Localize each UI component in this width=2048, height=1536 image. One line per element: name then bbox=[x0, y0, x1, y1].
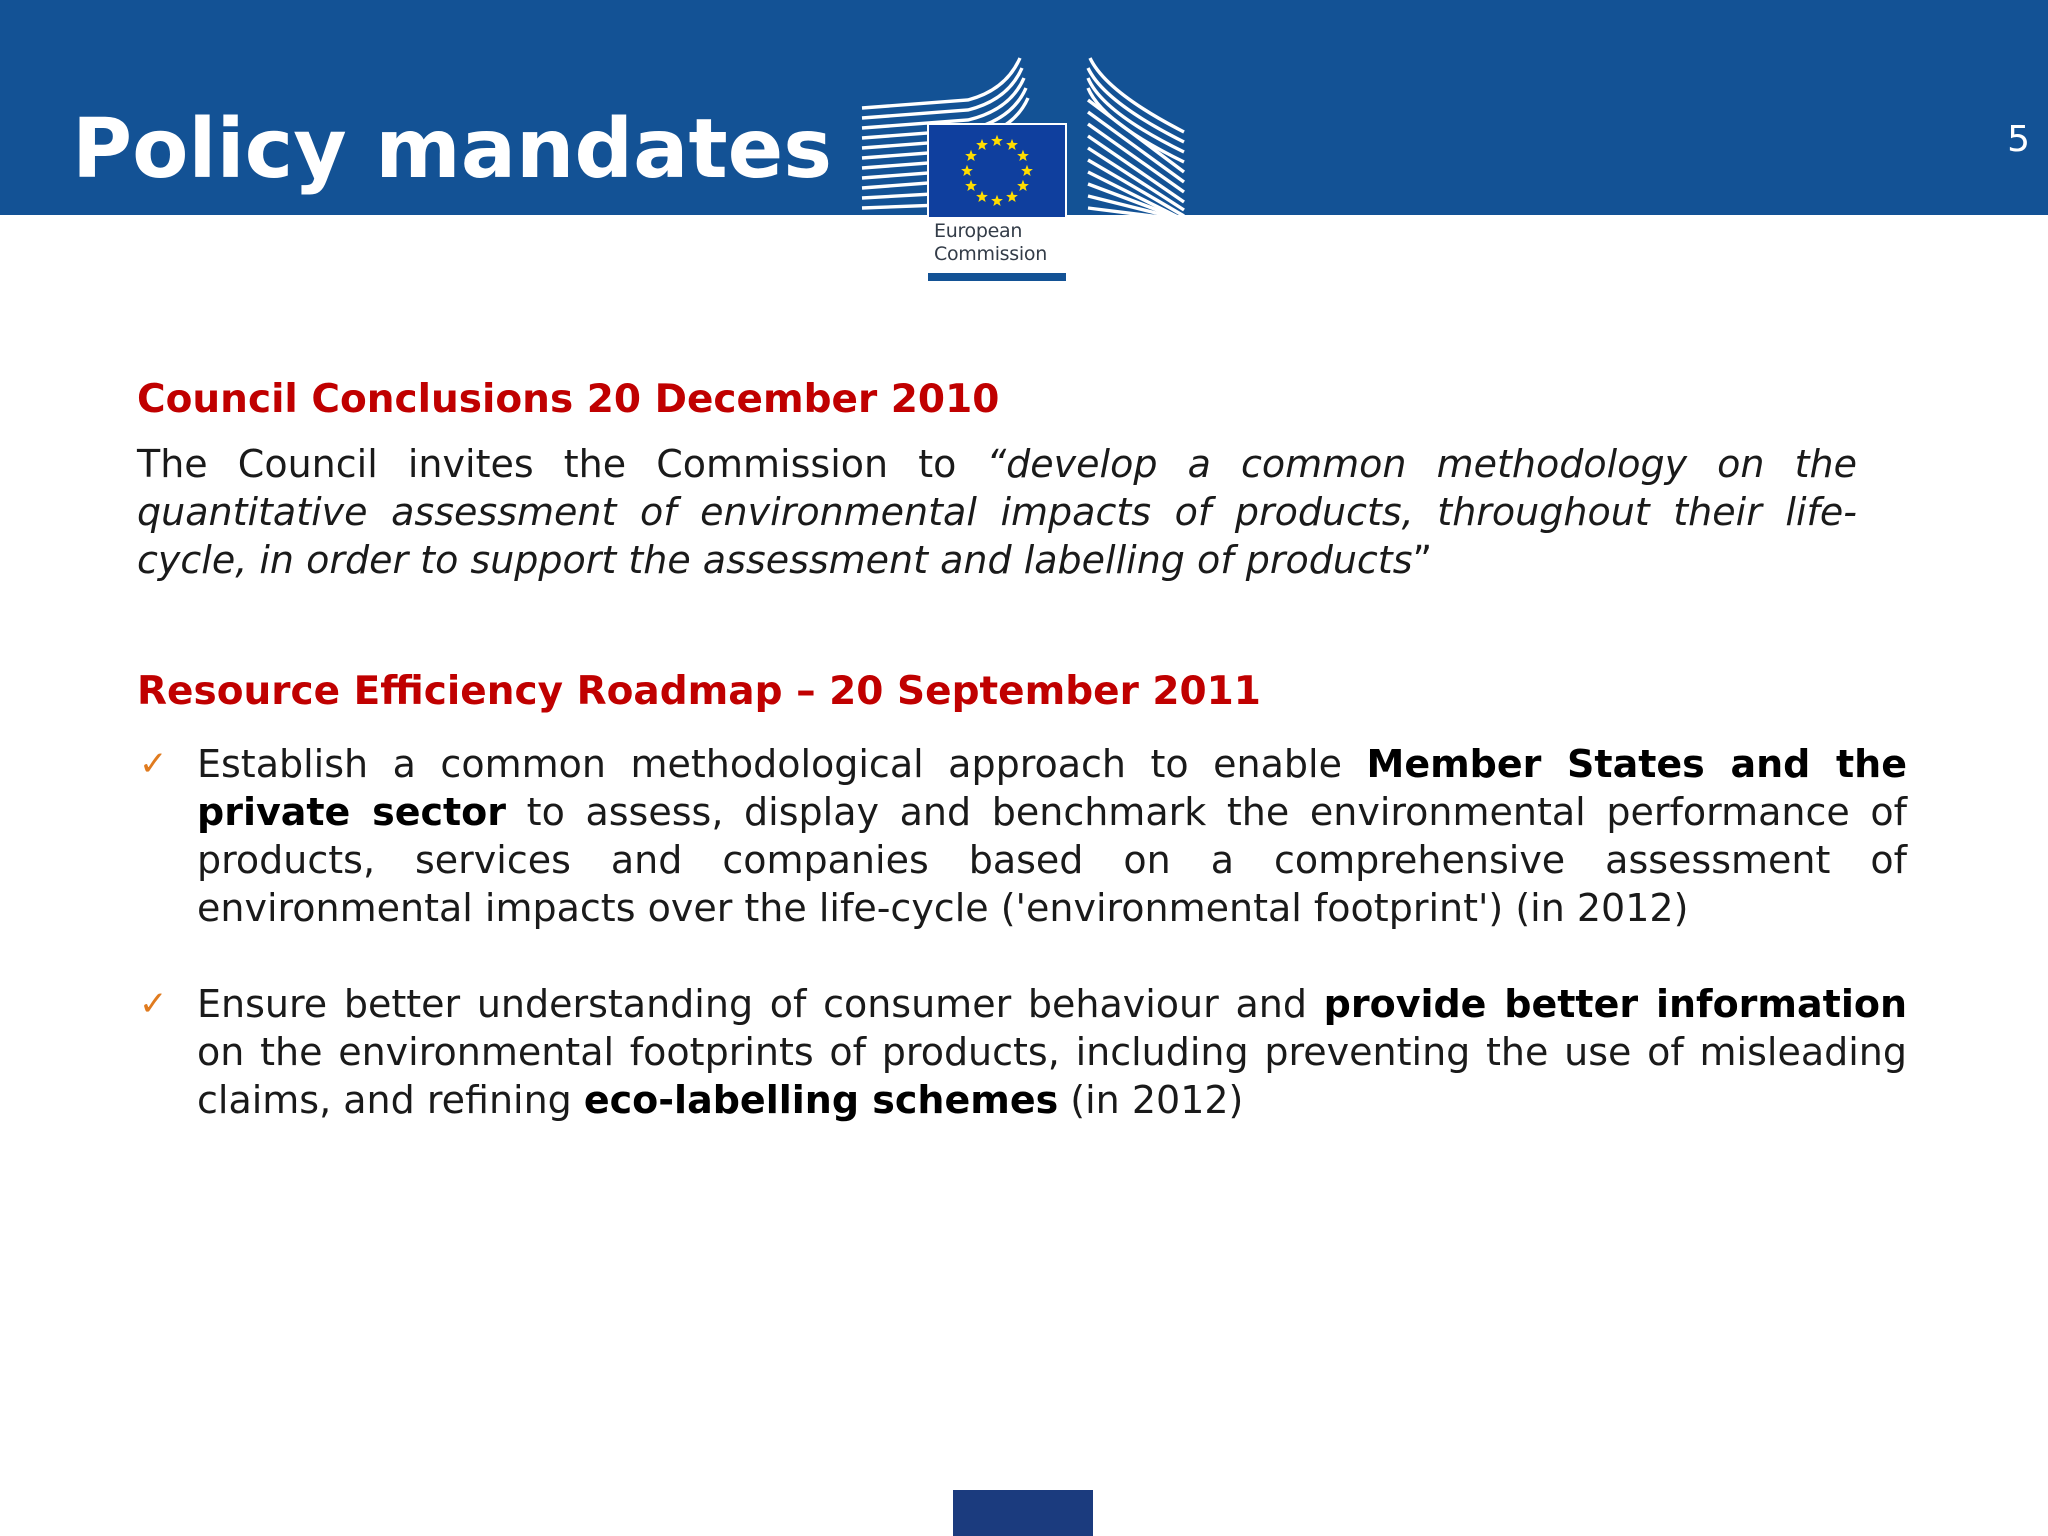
checkmark-icon: ✓ bbox=[139, 744, 168, 784]
council-paragraph bbox=[137, 440, 1857, 584]
bullet-text: Ensure better understanding of consumer behaviour and bbox=[197, 982, 1324, 1026]
bullet-bold-text: Member States and the private sector bbox=[197, 742, 1908, 834]
section-heading-council: Council Conclusions 20 December 2010 bbox=[137, 377, 1000, 422]
slide-title: Policy mandates bbox=[72, 102, 833, 197]
european-commission-logo-icon bbox=[858, 52, 1188, 288]
page-number: 5 bbox=[2007, 119, 2030, 160]
list-item bbox=[137, 740, 1907, 932]
content-area bbox=[137, 372, 1907, 1124]
logo-wordmark bbox=[934, 220, 1047, 266]
bullet-bold-text: provide better information bbox=[1323, 982, 1908, 1026]
bullet-text: on the environmental footprints of products, including preventing the use of misleading claims, and refining bbox=[197, 1030, 1907, 1122]
logo-underline bbox=[928, 273, 1066, 281]
footer-tab bbox=[953, 1490, 1093, 1536]
logo-line-1: European bbox=[934, 220, 1023, 242]
list-item bbox=[137, 980, 1907, 1124]
council-quote-close: ” bbox=[1412, 538, 1433, 582]
logo-line-2: Commission bbox=[934, 243, 1047, 265]
bullet-text: (in 2012) bbox=[1058, 1078, 1244, 1122]
checkmark-icon: ✓ bbox=[139, 984, 168, 1024]
section-heading-roadmap: Resource Efficiency Roadmap – 20 September 2011 bbox=[137, 669, 1261, 714]
roadmap-bullet-list bbox=[137, 740, 1907, 1124]
bullet-text: to assess, display and benchmark the environmental performance of products, services and companies based on a comprehensive assessment of environmental impacts over the life-cycle ('environmental footprint') (in 2012) bbox=[197, 790, 1907, 930]
bullet-text: Establish a common methodological approach to enable bbox=[197, 742, 1367, 786]
logo-graphic bbox=[858, 52, 1188, 222]
bullet-bold-text: eco-labelling schemes bbox=[583, 1078, 1059, 1122]
council-text-lead: The Council invites the Commission to bbox=[137, 442, 987, 486]
council-quote: “develop a common methodology on the quantitative assessment of environmental impacts of products, throughout their life-cycle, in order to support the assessment and labelling of products bbox=[137, 442, 1857, 582]
